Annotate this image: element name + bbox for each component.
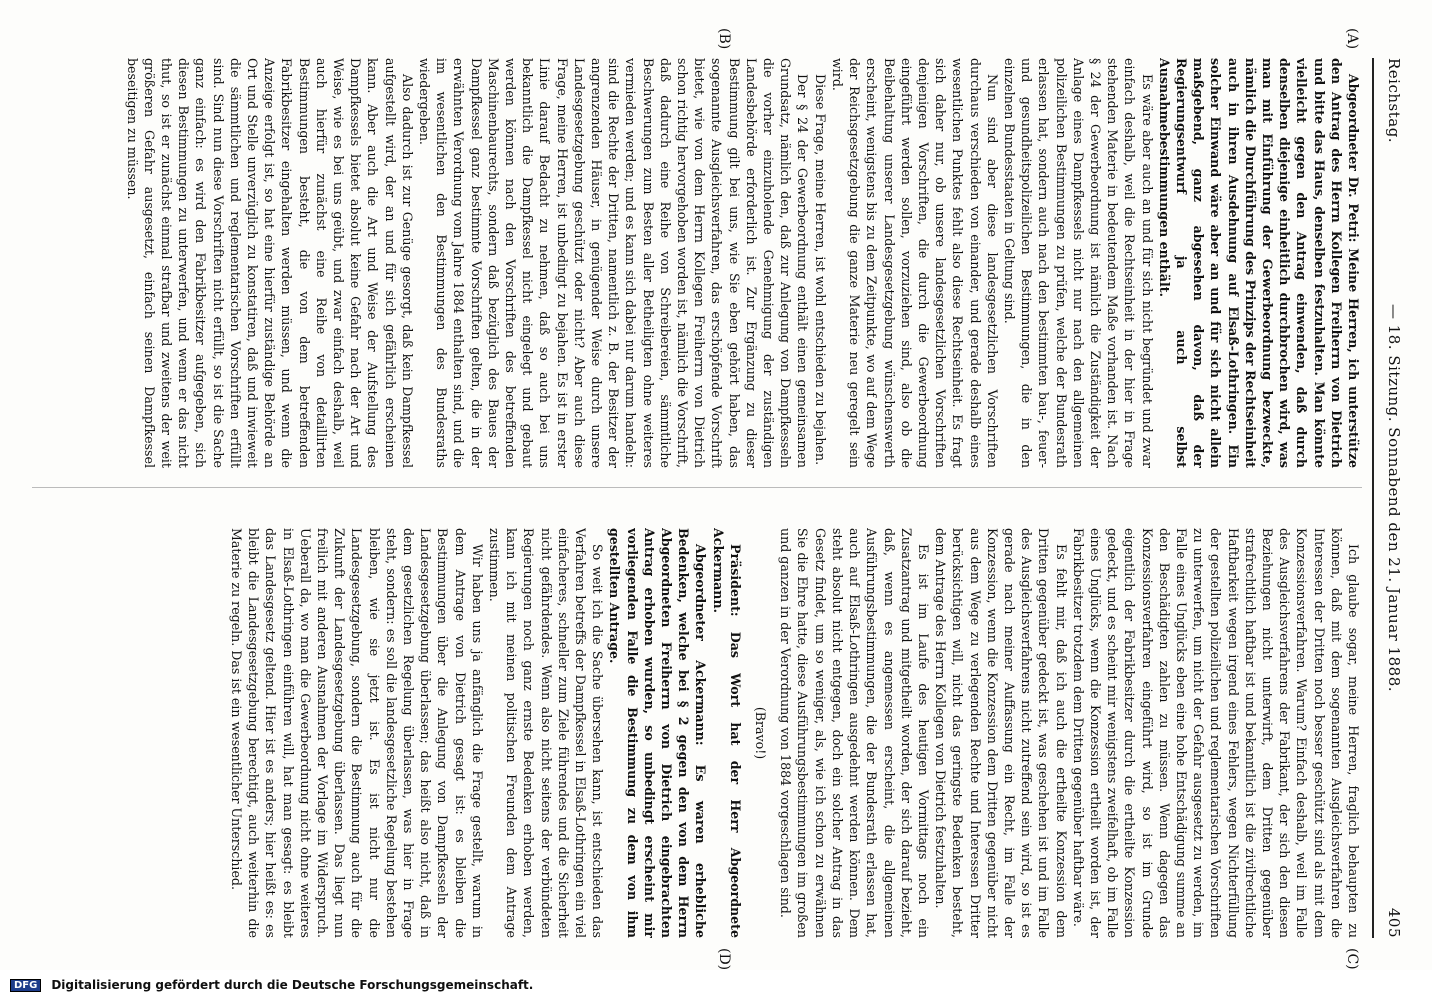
marker-d: (D)	[716, 948, 732, 971]
left-column	[32, 58, 1362, 468]
paragraph: Abgeordneter Ackermann: Es waren erhebliche Bedenken, welche bei § 2 gegen den von dem Herrn Abgeordneten Freiherrn von Dietrich eingebrachten Antrag erhoben wurden, so unbedingt erscheint mir vorliegenden Falle die Bestimmung zu dem von ihm gestellten Antrage.	[607, 528, 709, 938]
page-number: 405	[1385, 907, 1403, 938]
dfg-logo: DFG	[10, 979, 41, 992]
right-column	[32, 528, 1362, 938]
paragraph: Der § 24 der Gewerbeordnung enthält einen gemeinsamen Grundsatz, nämlich den, daß zur Anlegung von Dampfkesseln die vorher einzuholende Genehmigung der zuständigen Landesbehörde erforderlich ist. Zur Ergänzung zu dieser Bestimmung gilt bei uns, wie Sie eben gehört haben, das sogenannte Ausgleichsverfahren, das erschöpfende Vorschrift bietet, wie von dem Herrn Kollegen Freiherrn von Dietrich schon richtig hervorgehoben worden ist, nämlich die Vorschrift, daß dadurch eine Reihe von Schreibereien, sämmtliche Beschwerungen zum Besten aller Betheiligten ohne weiteres vermieden werden; und es kann sich dabei nur darum handeln: sind die Rechte der Dritten, namentlich z. B. der Besitzer der angrenzenden Häuser, in genügender Weise durch unsere Landesgesetzgebung geschützt oder nicht? Aber auch diese Frage, meine Herren, ist unbedingt zu bejahen. Es ist in erster Linie darauf Bedacht zu nehmen, daß so auch bei uns bekanntlich die Dampfkessel nicht eingelegt und gebaut werden können nach den Vorschriften des betreffenden Maschinenbaurechts, sondern daß bezüglich des Baues der Dampfkessel ganz bestimmte Vorschriften gelten, die in der erwähnten Verordnung vom Jahre 1884 enthalten sind, und die im wesentlichen den Bestimmungen des Bundesraths wiedergeben.	[417, 58, 811, 468]
paragraph: Abgeordneter Dr. Petri: Meine Herren, ich unterstütze den Antrag des Herrn Kollegen Freiherrn von Dietrich und bitte das Haus, denselben festzuhalten. Man könnte vielleicht gegen den Antrag einwenden, daß durch denselben diejenige einheitlich durchbrochen wird, was man mit Einführung der Gewerbeordnung bezweckte, nämlich die Durchführung des Prinzips der Rechtseinheit auch in ihren Ausdehnung auf Elsaß-Lothringen. Ein solcher Einwand wäre aber an und für sich nicht allein maßgebend, ganz abgesehen davon, daß der Regierungsentwurf ja auch selbst Ausnahmebestimmungen enthält.	[1156, 58, 1361, 468]
header-rule	[1372, 58, 1374, 938]
footer-banner	[0, 970, 1432, 1000]
paragraph: So weit ich die Sache übersehen kann, ist entschieden das Verfahren betreffs der Dampfkessel in Elsaß-Lothringen ein viel einfacheres, schneller zum Ziele führendes und die Sicherheit nicht gefährdendes. Wenn also nicht seitens der verbündeten Regierungen noch ganz ernste Bedenken erhoben werden, kann ich mit meinen politischen Freunden dem Antrage zustimmen.	[487, 528, 606, 938]
paragraph: Also dadurch ist zur Genüge gesorgt, daß kein Dampfkessel aufgestellt wird, der an und für sich gefährlich erscheinen kann. Aber auch die Art und Weise der Aufstellung des Dampfkessels bietet absolut keine Gefahr nach der Art und Weise, wie es bei uns geübt, und zwar einfach deshalb, weil auch hierfür zunächst eine Reihe von detaillirten Bestimmungen besteht, die von dem betreffenden Fabrikbesitzer eingehalten werden müssen, und wenn die Anzeige erfolgt ist, so hat eine hierfür zuständige Behörde an Ort und Stelle unverzüglich zu konstatiren, daß und inwieweit die sämmtlichen und reglementarischen Vorschriften erfüllt sind. Sind nun diese Vorschriften nicht erfüllt, so ist die Sache ganz einfach: es wird den Fabrikbesitzer aufgegeben, sich diesen Bestimmungen zu unterwerfen, und wenn er das nicht thut, so ist er zunächst einmal strafbar und zweitens der weit größeren Gefahr ausgesetzt, einfach seinen Dampfkessel beseitigen zu müssen.	[124, 58, 415, 468]
paragraph: Präsident: Das Wort hat der Herr Abgeordnete Ackermann.	[710, 528, 743, 938]
page-header	[1380, 58, 1406, 938]
paragraph: Es ist im Laufe des heutigen Vormittags noch ein Zusatzantrag und mitgetheilt worden, der sich darauf bezieht, daß, wenn es angemessen erscheint, die allgemeinen Ausführungsbestimmungen, die der Bundesrath erlassen hat, auch auf Elsaß-Lothringen ausgedehnt werden können. Dem steht absolut nicht entgegen, doch ein solcher Antrag in das Gesetz findet, um so weniger, als, wie ich schon zu erwähnen Sie die Ehre hatte, diese Ausführungsbestimmungen im großen und ganzen in der Verordnung von 1884 vorgeschlagen sind.	[778, 528, 931, 938]
paragraph: Es fehlt mir, daß ich auch die ertheilte Konzession dem Dritten gegenüber gedeckt ist, was geschehen ist und im Falle des Ausgleichsverfahrens nicht zutreffend sein wird, so ist es gerade nach meiner Auffassung ein Recht, im Falle der Konzession, wenn die Konzession dem Dritten gegenüber nicht aus dem Wege zu verlegenden Rechte und Interessen Dritter berücksichtigen will, nicht das geringste Bedenken besteht, dem Antrage des Herrn Kollegen von Dietrich festzuhalten.	[933, 528, 1069, 938]
marker-c: (C)	[1344, 948, 1360, 970]
header-left: Reichstag.	[1385, 58, 1403, 144]
paragraph: Nun sind aber diese landesgesetzlichen Vorschriften durchaus verschieden von einander, und gerade deshalb eines wesentlichen Punktes fehlt also diese Rechtseinheit. Es fragt sich daher nur, ob unsere landesgesetzlichen Vorschriften denjenigen Vorschriften, die durch die Gewerbeordnung eingeführt werden sollen, vorzuziehen sind, also ob die Beibehaltung unserer Landesgesetzgebung wünschenswerth erscheint, wenigstens bis zu dem Zeitpunkte, wo auf dem Wege der Reichsgesetzgebung die ganze Materie neu geregelt sein wird.	[829, 58, 1000, 468]
paragraph: Wir haben uns ja anfänglich die Frage gestellt, warum in dem Antrage von Dietrich gesagt ist: es bleiben die Bestimmungen über die Anlegung von Dampfkesseln der Landesgesetzgebung überlassen; das heißt also nicht, daß in dem gesetzlichen Regelung überlassen, was hier in Frage steht, sondern: es soll die landesgesetzliche Regelung bestehen bleiben, wie sie jetzt ist. Es ist nicht nur die Landesgesetzgebung, sondern die Bestimmung auch für die Zukunft der Landesgesetzgebung überlassen. Das liegt nun freilich mit anderen Ausnahmen der Vorlage im Widerspruch. Ueberall da, wo man die Gewerbeordnung nicht ohne weiteres in Elsaß-Lothringen einführen will, hat man gesagt: es bleibt das Landesgesetz geltend. Hier ist es anders; hier heißt es: es bleibt die Landesgesetzgebung berechtigt, auch weiterhin die Materie zu regeln. Das ist ein wesentlicher Unterschied.	[229, 528, 485, 938]
column-divider	[32, 487, 1362, 488]
header-title: — 18. Sitzung. Sonnabend den 21. Januar 1888.	[1385, 303, 1403, 693]
paragraph: Es wäre aber auch an und für sich nicht begründet und zwar einfach deshalb, weil die Rechtseinheit in der hier in Frage stehenden Materie in bedeutendem Maße vorhanden ist. Nach § 24 der Gewerbeordnung ist nämlich die Zuständigkeit der Anlage eines Dampfkessels nicht nur nach den allgemeinen polizeilichen Bestimmungen zu prüfen, welche der Bundesrath erlassen hat, sondern auch nach den bestimmten bau-, feuer- und gesundheitspolizeilichen Bestimmungen, die in den einzelnen Bundesstaaten in Geltung sind.	[1001, 58, 1155, 468]
marker-b: (B)	[716, 28, 732, 50]
marker-a: (A)	[1344, 28, 1360, 50]
paragraph: Diese Frage, meine Herren, ist wohl entschieden zu bejahen.	[812, 74, 828, 466]
paragraph: (Bravo!)	[753, 706, 769, 760]
footer-text: Digitalisierung gefördert durch die Deutsche Forschungsgemeinschaft.	[51, 978, 534, 992]
paragraph: Ich glaube sogar, meine Herren, fraglich behaupten zu können, daß mit dem sogenannten Ausgleichsverfahren die Interessen der Dritten noch besser geschützt sind als mit dem Konzessionsverfahren. Warum? Einfach deshalb, weil im Falle des Ausgleichsverfahrens der Fabrikant, der sich den diesen Beziehungen nicht unterwirft, dem Dritten gegenüber strafrechtlich haftbar ist und bekanntlich ist die zivilrechtliche Haftbarkeit wegen irgend eines Fehlers, wegen Nichterfüllung der gestellten polizeilichen und reglementarischen Vorschriften zu unterwerfen, um nicht der Gefahr ausgesetzt zu werden, im Falle eines Unglücks eben eine hohe Entschädigung summe an den Beschädigten zahlen zu müssen. Wenn dagegen das Konzessionsverfahren eingeführt wird, so ist im Grunde eigentlich der Fabrikbesitzer durch die ertheilte Konzession gedeckt, und es scheint mir wenigstens zweifelhaft, ob im Falle eines Unglücks, wenn die Konzession ertheilt worden ist, der Fabrikbesitzer trotzdem dem Dritten gegenüber haftbar wäre.	[1070, 528, 1361, 938]
